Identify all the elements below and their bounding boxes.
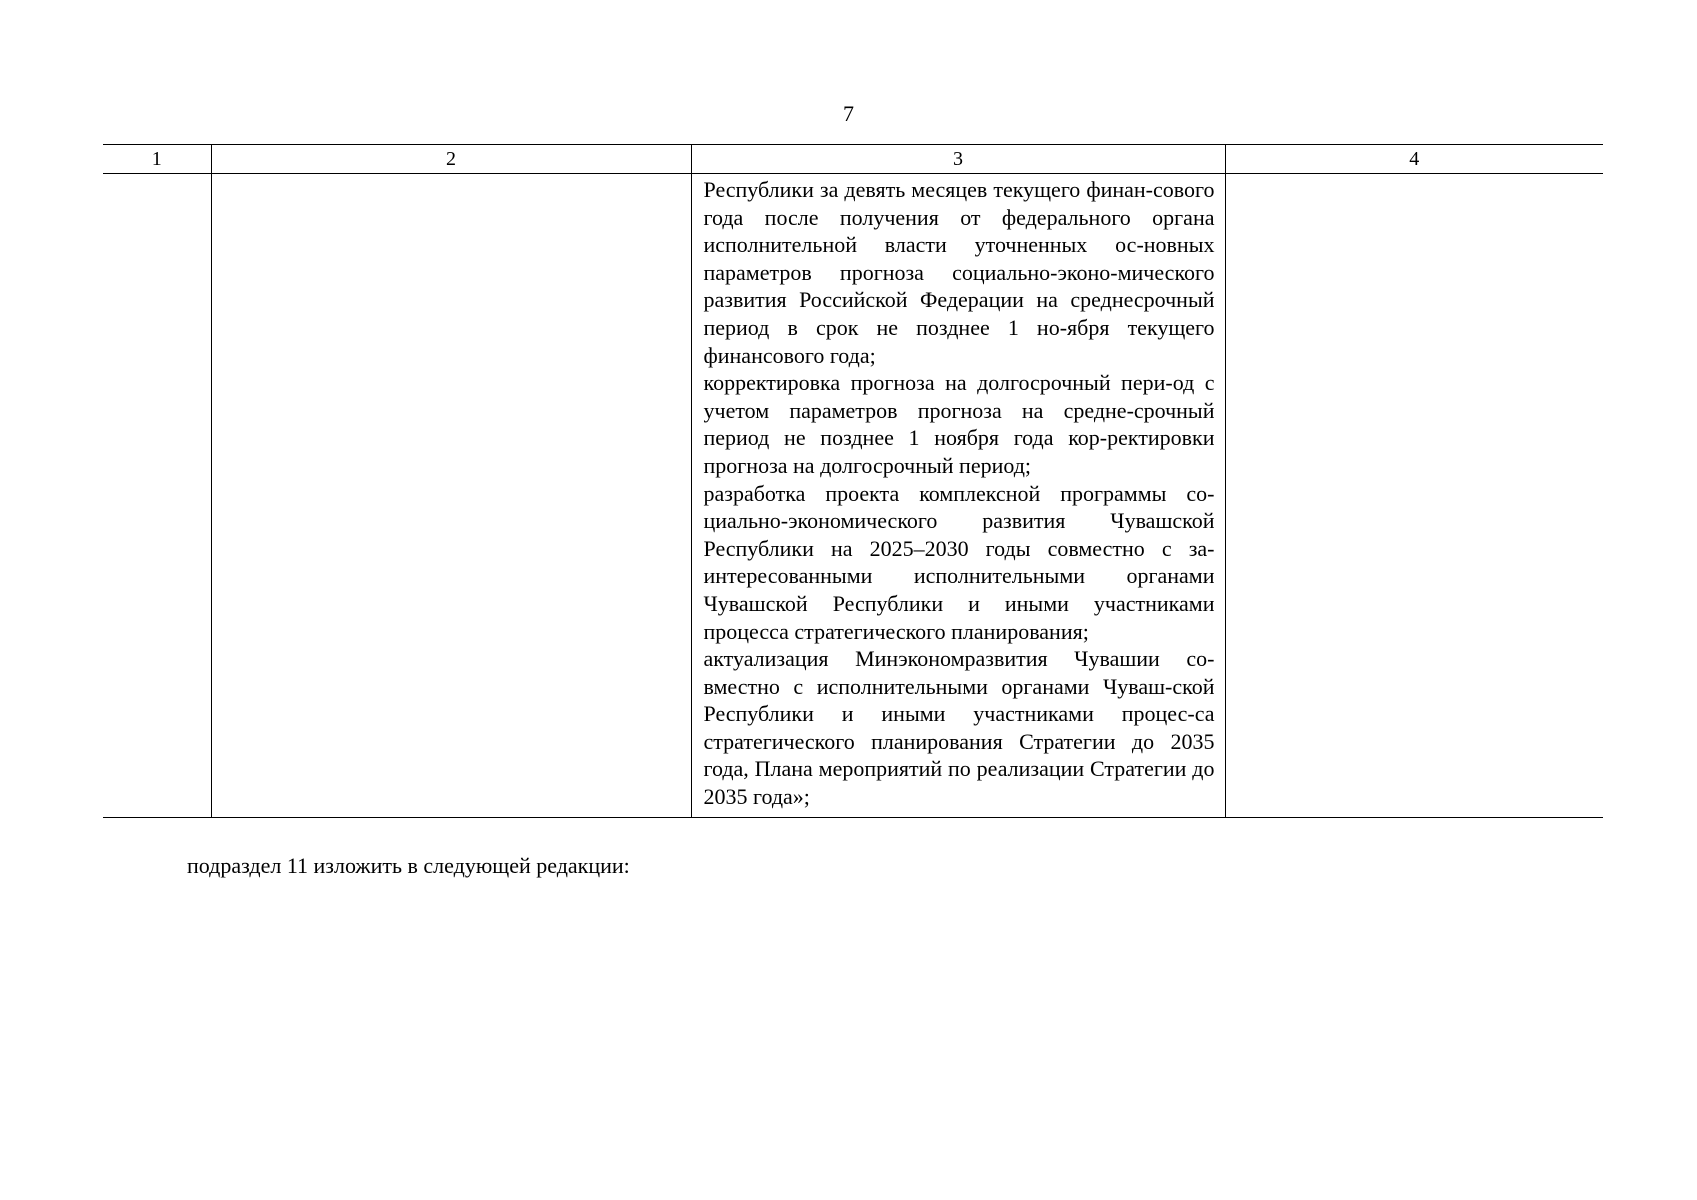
paragraph-2: корректировка прогноза на долгосрочный пери-од с учетом параметров прогноза на средне-срочный период не позднее 1 ноября года кор-ректировки прогноза на долгосрочный период; — [703, 370, 1215, 478]
table-header-row — [103, 145, 1603, 174]
footer-paragraph: подраздел 11 изложить в следующей редакции: — [187, 853, 630, 878]
cell-col4 — [1225, 174, 1603, 818]
column-header-2: 2 — [211, 145, 691, 174]
paragraph-3: разработка проекта комплексной программы со-циально-экономического развития Чувашской Республики на 2025–2030 годы совместно с за-интересованными исполнительными органами Чувашской Республики и иными участниками процесса стратегического планирования; — [703, 480, 1215, 644]
document-table — [103, 144, 1603, 818]
page-number: 7 — [843, 101, 854, 126]
column-header-3: 3 — [691, 145, 1225, 174]
cell-col3 — [691, 174, 1225, 818]
cell-col1 — [103, 174, 211, 818]
cell-col2 — [211, 174, 691, 818]
column-header-1: 1 — [103, 145, 211, 174]
table-row — [103, 174, 1603, 818]
paragraph-1: Республики за девять месяцев текущего финан-сового года после получения от федерального органа исполнительной власти уточненных ос-новных параметров прогноза социально-эконо-мического развития Российской Федерации на среднесрочный период в срок не позднее 1 но-ября текущего финансового года; — [703, 177, 1215, 368]
paragraph-4: актуализация Минэкономразвития Чувашии со-вместно с исполнительными органами Чуваш-ской Республики и иными участниками процес-са стратегического планирования Стратегии до 2035 года, Плана мероприятий по реализации Стратегии до 2035 года»; — [703, 646, 1215, 810]
cell-col3-text — [692, 174, 1225, 811]
column-header-4: 4 — [1225, 145, 1603, 174]
